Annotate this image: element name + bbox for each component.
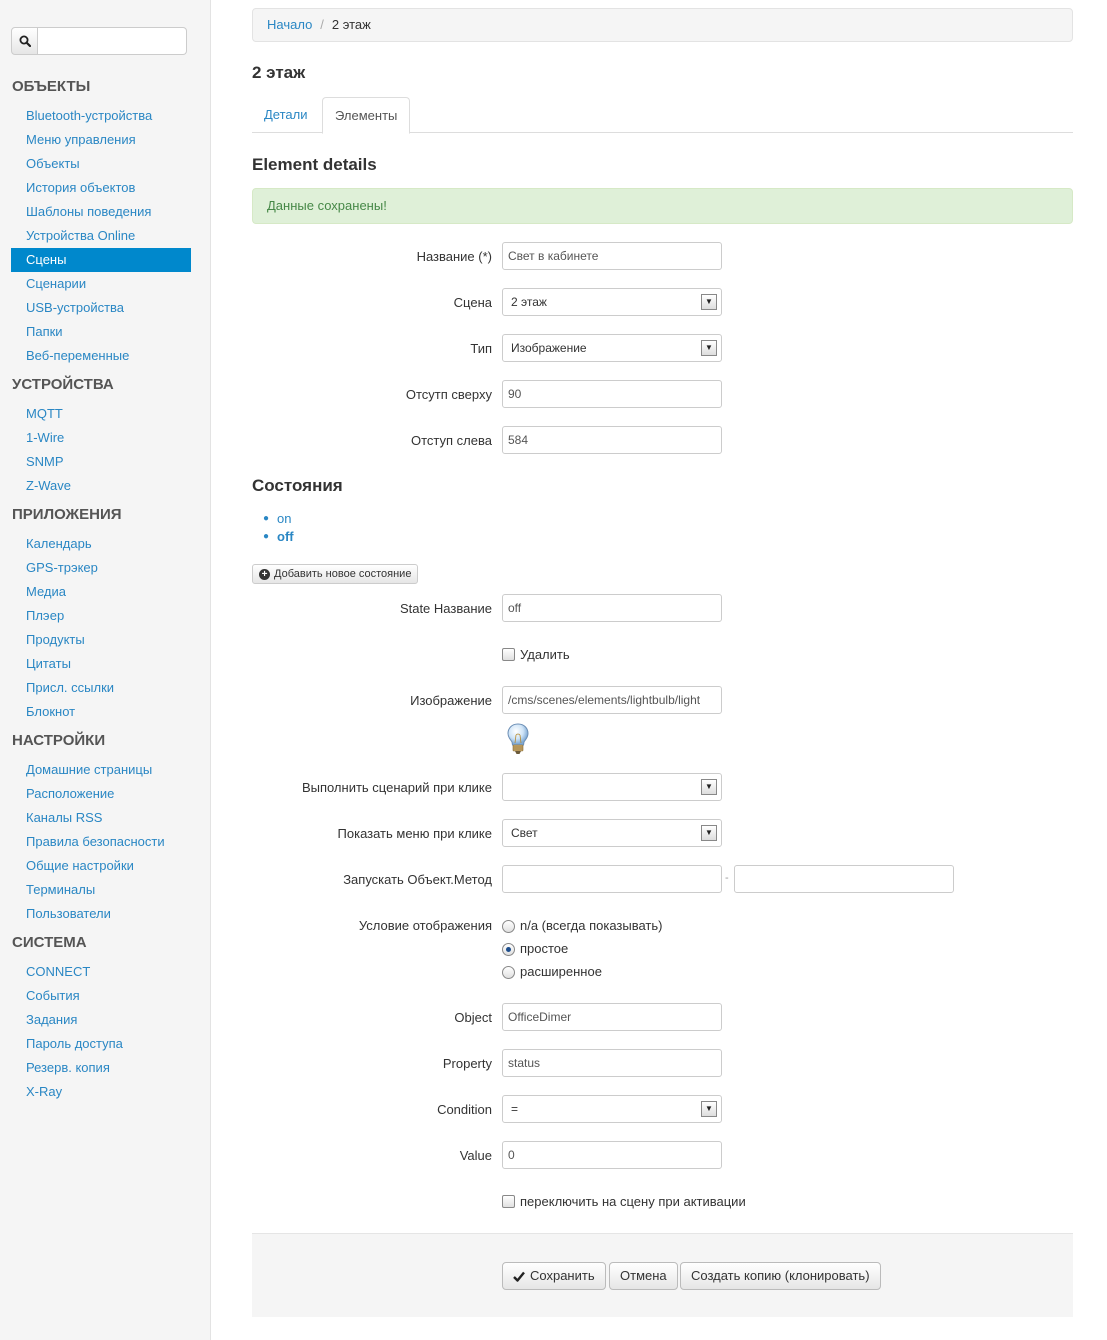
nav-header-settings: НАСТРОЙКИ [12, 732, 106, 749]
run-object-input[interactable] [502, 865, 722, 893]
condition-type-label: Условие отображения [358, 918, 492, 933]
sidebar-item-home-pages[interactable]: Домашние страницы [26, 762, 153, 777]
page-title: 2 этаж [252, 63, 306, 82]
nav-header-objects: ОБЪЕКТЫ [12, 78, 91, 95]
sidebar-item-snmp[interactable]: SNMP [26, 454, 64, 469]
sidebar-item-events[interactable]: События [26, 988, 80, 1003]
object-input[interactable]: OfficeDimer [502, 1003, 722, 1031]
delete-label: Удалить [520, 647, 570, 662]
chevron-down-icon: ▼ [701, 294, 717, 310]
nav-header-devices: УСТРОЙСТВА [12, 376, 114, 393]
name-label: Название (*) [416, 249, 492, 264]
sidebar-item-connect[interactable]: CONNECT [26, 964, 91, 979]
property-label: Property [442, 1056, 492, 1071]
plus-circle-icon: + [259, 569, 270, 580]
show-menu-select[interactable] [502, 819, 722, 847]
left-offset-input[interactable]: 584 [502, 426, 722, 454]
left-offset-label: Отступ слева [411, 433, 492, 448]
search-button[interactable] [11, 27, 38, 55]
switch-scene-checkbox[interactable] [502, 1195, 515, 1208]
search-icon [19, 35, 31, 47]
run-method-input[interactable] [734, 865, 954, 893]
breadcrumb-home-link[interactable]: Начало [267, 17, 313, 32]
chevron-down-icon: ▼ [701, 825, 717, 841]
tabs [252, 97, 1073, 133]
sidebar [0, 0, 211, 1340]
type-label: Тип [470, 341, 492, 356]
lightbulb-icon [507, 723, 529, 755]
scene-label: Сцена [453, 295, 492, 310]
save-button[interactable] [502, 1262, 606, 1290]
check-icon [513, 1271, 525, 1282]
method-separator: - [725, 872, 729, 884]
tab-elements[interactable]: Элементы [322, 97, 410, 134]
breadcrumb-separator: / [320, 17, 324, 32]
states-title: Состояния [252, 476, 343, 495]
type-select-value: Изображение [511, 341, 587, 355]
sidebar-item-media[interactable]: Медиа [26, 584, 66, 599]
sidebar-item-behavior-templates[interactable]: Шаблоны поведения [26, 204, 152, 219]
sidebar-item-calendar[interactable]: Календарь [26, 536, 92, 551]
chevron-down-icon: ▼ [701, 1101, 717, 1117]
breadcrumb [252, 8, 1073, 42]
search-input[interactable] [38, 27, 187, 55]
delete-checkbox[interactable] [502, 648, 515, 661]
run-method-label: Запускать Объект.Метод [343, 872, 492, 887]
sidebar-item-mqtt[interactable]: MQTT [26, 406, 63, 421]
add-state-button[interactable] [252, 564, 418, 584]
sidebar-item-z-wave[interactable]: Z-Wave [26, 478, 72, 493]
top-offset-input[interactable]: 90 [502, 380, 722, 408]
nav-header-system: СИСТЕМА [12, 934, 87, 951]
sidebar-item-folders[interactable]: Папки [26, 324, 63, 339]
sidebar-item-usb-devices[interactable]: USB-устройства [26, 300, 125, 315]
sidebar-item-objects[interactable]: Объекты [26, 156, 80, 171]
sidebar-item-security-rules[interactable]: Правила безопасности [26, 834, 165, 849]
breadcrumb-current: 2 этаж [331, 17, 371, 32]
condition-radio-simple[interactable] [502, 943, 515, 956]
sidebar-item-products[interactable]: Продукты [26, 632, 85, 647]
condition-option-advanced: расширенное [520, 964, 602, 979]
sidebar-item-x-ray[interactable]: X-Ray [26, 1084, 63, 1099]
sidebar-item-devices-online[interactable]: Устройства Online [26, 228, 136, 243]
sidebar-item-control-menu[interactable]: Меню управления [26, 132, 136, 147]
condition-radio-advanced[interactable] [502, 966, 515, 979]
chevron-down-icon: ▼ [701, 340, 717, 356]
chevron-down-icon: ▼ [701, 779, 717, 795]
condition-select-value: = [511, 1102, 519, 1116]
sidebar-item-users[interactable]: Пользователи [26, 906, 111, 921]
image-input[interactable]: /cms/scenes/elements/lightbulb/light [502, 686, 722, 714]
object-label: Object [454, 1010, 492, 1025]
sidebar-item-1-wire[interactable]: 1-Wire [26, 430, 65, 445]
sidebar-item-gps-tracker[interactable]: GPS-трэкер [26, 560, 98, 575]
sidebar-item-scripts[interactable]: Сценарии [26, 276, 87, 291]
save-label: Сохранить [530, 1268, 595, 1283]
sidebar-item-sent-links[interactable]: Присл. ссылки [26, 680, 115, 695]
sidebar-item-player[interactable]: Плэер [26, 608, 65, 623]
list-bullet: ● [263, 513, 270, 524]
condition-label: Condition [437, 1102, 492, 1117]
condition-option-simple: простое [520, 941, 569, 956]
condition-select[interactable] [502, 1095, 722, 1123]
top-offset-label: Отсутп сверху [405, 387, 492, 402]
sidebar-item-jobs[interactable]: Задания [26, 1012, 78, 1027]
sidebar-item-web-variables[interactable]: Веб-переменные [26, 348, 130, 363]
switch-scene-label: переключить на сцену при активации [520, 1194, 746, 1209]
property-input[interactable]: status [502, 1049, 722, 1077]
scene-select[interactable] [502, 288, 722, 316]
state-link-on[interactable]: on [277, 511, 292, 526]
show-menu-select-value: Свет [511, 826, 538, 840]
value-label: Value [459, 1148, 492, 1163]
condition-radio-na[interactable] [502, 920, 515, 933]
sidebar-item-object-history[interactable]: История объектов [26, 180, 136, 195]
value-input[interactable]: 0 [502, 1141, 722, 1169]
list-bullet: ● [263, 531, 270, 542]
sidebar-item-rss[interactable]: Каналы RSS [26, 810, 103, 825]
show-menu-label: Показать меню при клике [337, 826, 492, 841]
name-input[interactable]: Свет в кабинете [502, 242, 722, 270]
add-state-label: Добавить новое состояние [274, 568, 412, 580]
scene-select-value: 2 этаж [511, 295, 547, 309]
search-box [11, 27, 187, 55]
state-name-label: State Название [399, 601, 492, 616]
type-select[interactable] [502, 334, 722, 362]
run-script-label: Выполнить сценарий при клике [301, 780, 492, 795]
sidebar-item-bluetooth[interactable]: Bluetooth-устройства [26, 108, 153, 123]
state-link-off[interactable]: off [277, 529, 294, 544]
sidebar-item-location[interactable]: Расположение [26, 786, 115, 801]
condition-option-na: n/a (всегда показывать) [520, 918, 663, 933]
sidebar-item-general-settings[interactable]: Общие настройки [26, 858, 134, 873]
nav-header-apps: ПРИЛОЖЕНИЯ [12, 506, 122, 523]
success-alert: Данные сохранены! [252, 188, 1073, 224]
sidebar-item-backup[interactable]: Резерв. копия [26, 1060, 110, 1075]
state-name-input[interactable]: off [502, 594, 722, 622]
sidebar-item-notepad[interactable]: Блокнот [26, 704, 76, 719]
image-label: Изображение [410, 693, 492, 708]
sidebar-item-access-password[interactable]: Пароль доступа [26, 1036, 123, 1051]
cancel-button[interactable]: Отмена [609, 1262, 678, 1290]
tab-details[interactable]: Детали [264, 107, 308, 122]
sidebar-item-scenes[interactable]: Сцены [11, 248, 191, 272]
element-details-title: Element details [252, 155, 377, 174]
sidebar-item-terminals[interactable]: Терминалы [26, 882, 96, 897]
run-script-select[interactable] [502, 773, 722, 801]
clone-button[interactable]: Создать копию (клонировать) [680, 1262, 881, 1290]
sidebar-item-quotes[interactable]: Цитаты [26, 656, 71, 671]
